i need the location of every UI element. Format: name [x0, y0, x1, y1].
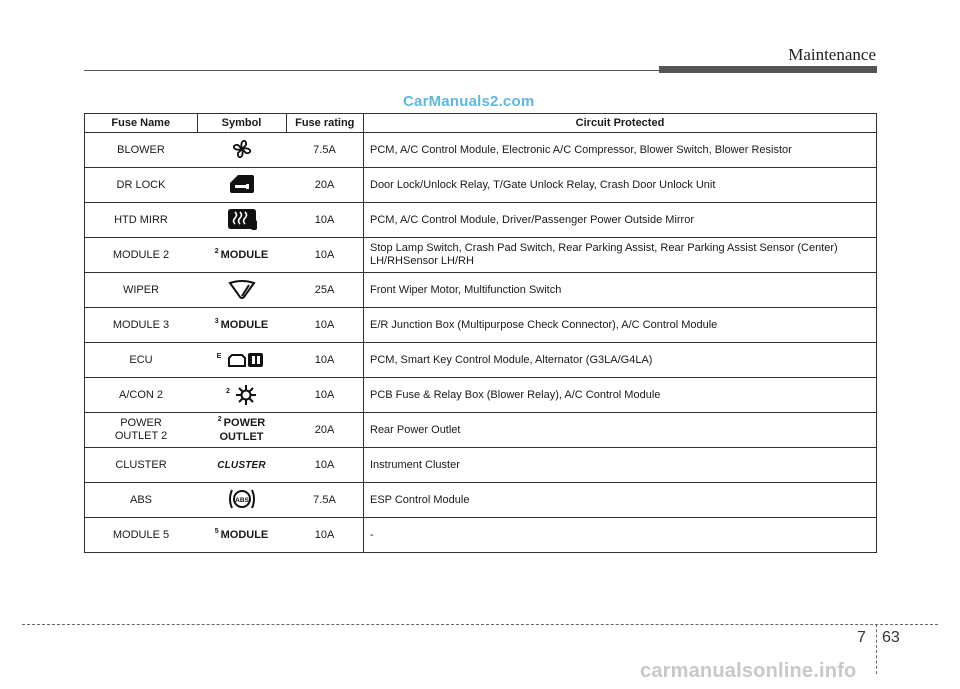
fuse-name: HTD MIRR: [85, 203, 198, 238]
fuse-symbol: [197, 273, 286, 308]
fuse-rating: 10A: [286, 378, 364, 413]
symbol-line1: POWER: [223, 417, 266, 429]
table-row: [85, 273, 877, 308]
fuse-rating: 10A: [286, 308, 364, 343]
fuse-name: ECU: [85, 343, 198, 378]
symbol-module-label: MODULE: [220, 319, 269, 331]
ecu-icon: [226, 350, 266, 370]
circuit-protected: PCM, Smart Key Control Module, Alternator (G3LA/G4LA): [364, 343, 877, 378]
fuse-symbol: [197, 203, 286, 238]
fuse-table: [84, 113, 877, 553]
table-row: [85, 413, 877, 448]
fuse-symbol: [197, 308, 286, 343]
heated-mirror-icon: [225, 206, 259, 232]
fuse-rating: 20A: [286, 168, 364, 203]
circuit-protected: E/R Junction Box (Multipurpose Check Connector), A/C Control Module: [364, 308, 877, 343]
symbol-superscript: 5: [214, 528, 219, 535]
fuse-name: CLUSTER: [85, 448, 198, 483]
page-number: 63: [882, 629, 900, 646]
door-lock-icon: [228, 173, 256, 195]
table-row: [85, 308, 877, 343]
header-rule: [84, 70, 659, 71]
fuse-symbol: [197, 168, 286, 203]
fuse-name: WIPER: [85, 273, 198, 308]
header-rule-accent: [659, 66, 877, 73]
symbol-superscript: 2: [217, 416, 222, 423]
fuse-symbol: [197, 413, 286, 448]
fuse-name: MODULE 3: [85, 308, 198, 343]
table-header-row: [85, 114, 877, 133]
table-row: [85, 168, 877, 203]
circuit-protected: Instrument Cluster: [364, 448, 877, 483]
symbol-line2: OUTLET: [219, 431, 264, 443]
column-header-symbol: Symbol: [197, 114, 286, 133]
circuit-protected: PCM, A/C Control Module, Electronic A/C Compressor, Blower Switch, Blower Resistor: [364, 133, 877, 168]
table-row: [85, 483, 877, 518]
fuse-rating: 25A: [286, 273, 364, 308]
column-header-fuse-name: Fuse Name: [85, 114, 198, 133]
fuse-rating: 20A: [286, 413, 364, 448]
table-row: [85, 238, 877, 273]
symbol-cluster-label: CLUSTER: [217, 460, 266, 471]
fuse-rating: 10A: [286, 518, 364, 553]
fuse-rating: 10A: [286, 238, 364, 273]
wiper-icon: [227, 278, 257, 300]
footer-dashed-rule: [22, 624, 938, 625]
fuse-rating: 7.5A: [286, 133, 364, 168]
circuit-protected: Door Lock/Unlock Relay, T/Gate Unlock Relay, Crash Door Unlock Unit: [364, 168, 877, 203]
table-row: [85, 378, 877, 413]
symbol-superscript: 2: [214, 248, 219, 255]
section-title: Maintenance: [788, 45, 876, 64]
fuse-rating: 10A: [286, 203, 364, 238]
fuse-symbol: [197, 238, 286, 273]
fuse-name-line1: POWER: [120, 417, 162, 429]
fuse-name: ABS: [85, 483, 198, 518]
fuse-symbol: [197, 133, 286, 168]
fuse-name: MODULE 2: [85, 238, 198, 273]
column-header-fuse-rating: Fuse rating: [286, 114, 364, 133]
fuse-name: [85, 413, 198, 448]
chapter-number: 7: [857, 629, 866, 646]
footer-dashed-divider: [876, 624, 877, 674]
circuit-protected: Stop Lamp Switch, Crash Pad Switch, Rear Parking Assist, Rear Parking Assist Sensor (Center) LH/RHSensor LH/RH: [364, 238, 877, 273]
symbol-superscript: 2: [226, 387, 230, 395]
watermark-top: CarManuals2.com: [403, 93, 535, 110]
symbol-module-label: MODULE: [220, 529, 269, 541]
table-row: [85, 518, 877, 553]
fuse-symbol: [197, 483, 286, 518]
circuit-protected: PCB Fuse & Relay Box (Blower Relay), A/C Control Module: [364, 378, 877, 413]
fuse-symbol: [197, 343, 286, 378]
abs-icon-text: ABS: [234, 496, 249, 504]
table-row: [85, 448, 877, 483]
symbol-superscript: 3: [214, 318, 219, 325]
symbol-power-outlet-label: [203, 417, 280, 431]
fuse-name: DR LOCK: [85, 168, 198, 203]
watermark-bottom: carmanualsonline.info: [640, 660, 857, 682]
fuse-rating: 7.5A: [286, 483, 364, 518]
fuse-name: A/CON 2: [85, 378, 198, 413]
abs-icon: [227, 486, 257, 512]
fuse-symbol: [197, 518, 286, 553]
table-row: [85, 203, 877, 238]
fan-icon: [229, 136, 255, 162]
table-row: [85, 343, 877, 378]
circuit-protected: Rear Power Outlet: [364, 413, 877, 448]
circuit-protected: ESP Control Module: [364, 483, 877, 518]
circuit-protected: PCM, A/C Control Module, Driver/Passenger Power Outside Mirror: [364, 203, 877, 238]
column-header-circuit-protected: Circuit Protected: [364, 114, 877, 133]
symbol-superscript: E: [216, 352, 222, 360]
fuse-symbol: [197, 378, 286, 413]
fuse-name: MODULE 5: [85, 518, 198, 553]
ac-snowflake-icon: [235, 384, 257, 406]
fuse-rating: 10A: [286, 343, 364, 378]
fuse-rating: 10A: [286, 448, 364, 483]
fuse-name-line2: OUTLET 2: [114, 430, 168, 442]
fuse-symbol: [197, 448, 286, 483]
circuit-protected: -: [364, 518, 877, 553]
table-row: [85, 133, 877, 168]
symbol-module-label: MODULE: [220, 249, 269, 261]
fuse-name: BLOWER: [85, 133, 198, 168]
circuit-protected: Front Wiper Motor, Multifunction Switch: [364, 273, 877, 308]
